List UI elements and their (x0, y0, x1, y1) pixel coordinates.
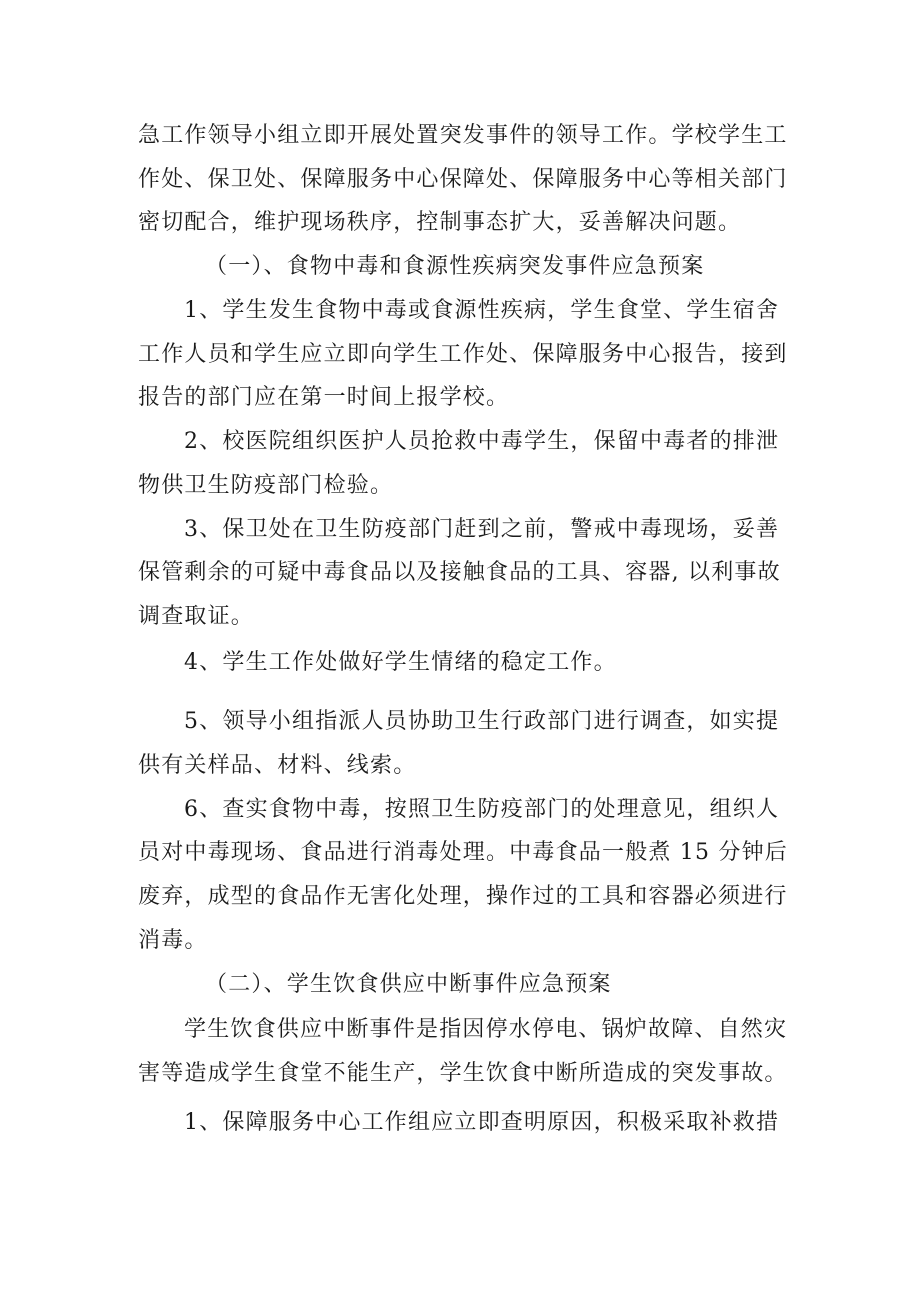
paragraph-line: 害等造成学生食堂不能生产，学生饮食中断所造成的突发事故。 (138, 1061, 788, 1086)
paragraph-line: 密切配合，维护现场秩序，控制事态扩大，妥善解决问题。 (138, 210, 742, 235)
paragraph-line: 调查取证。 (138, 604, 255, 629)
paragraph-line: 员对中毒现场、食品进行消毒处理。中毒食品一般煮 15 分钟后 (138, 840, 788, 865)
paragraph-line: 物供卫生防疫部门检验。 (138, 473, 394, 498)
paragraph-line: 作处、保卫处、保障服务中心保障处、保障服务中心等相关部门 (138, 167, 788, 192)
paragraph-line: 工作人员和学生应立即向学生工作处、保障服务中心报告，接到 (138, 342, 788, 367)
paragraph-line: 6、查实食物中毒，按照卫生防疫部门的处理意见，组织人 (184, 797, 780, 822)
paragraph-line: 报告的部门应在第一时间上报学校。 (138, 385, 510, 410)
paragraph-line: 5、领导小组指派人员协助卫生行政部门进行调查，如实提 (184, 709, 780, 734)
paragraph-line: 急工作领导小组立即开展处置突发事件的领导工作。学校学生工 (138, 123, 788, 148)
section-heading: （二）、学生饮食供应中断事件应急预案 (205, 972, 612, 997)
paragraph-line: 废弃，成型的食品作无害化处理，操作过的工具和容器必须进行 (138, 884, 788, 909)
section-heading: （一）、食物中毒和食源性疾病突发事件应急预案 (205, 254, 705, 279)
paragraph-line: 保管剩余的可疑中毒食品以及接触食品的工具、容器, 以利事故 (138, 560, 781, 585)
paragraph-line: 1、学生发生食物中毒或食源性疾病，学生食堂、学生宿舍 (184, 298, 780, 323)
paragraph-line: 1、保障服务中心工作组应立即查明原因，积极采取补救措 (184, 1110, 780, 1135)
paragraph-line: 2、校医院组织医护人员抢救中毒学生，保留中毒者的排泄 (184, 429, 780, 454)
paragraph-line: 3、保卫处在卫生防疫部门赶到之前，警戒中毒现场，妥善 (184, 517, 780, 542)
paragraph-line: 学生饮食供应中断事件是指因停水停电、锅炉故障、自然灾 (184, 1017, 788, 1042)
paragraph-line: 消毒。 (138, 928, 208, 953)
paragraph-line: 4、学生工作处做好学生情绪的稳定工作。 (184, 650, 617, 675)
paragraph-line: 供有关样品、材料、线索。 (138, 753, 417, 778)
